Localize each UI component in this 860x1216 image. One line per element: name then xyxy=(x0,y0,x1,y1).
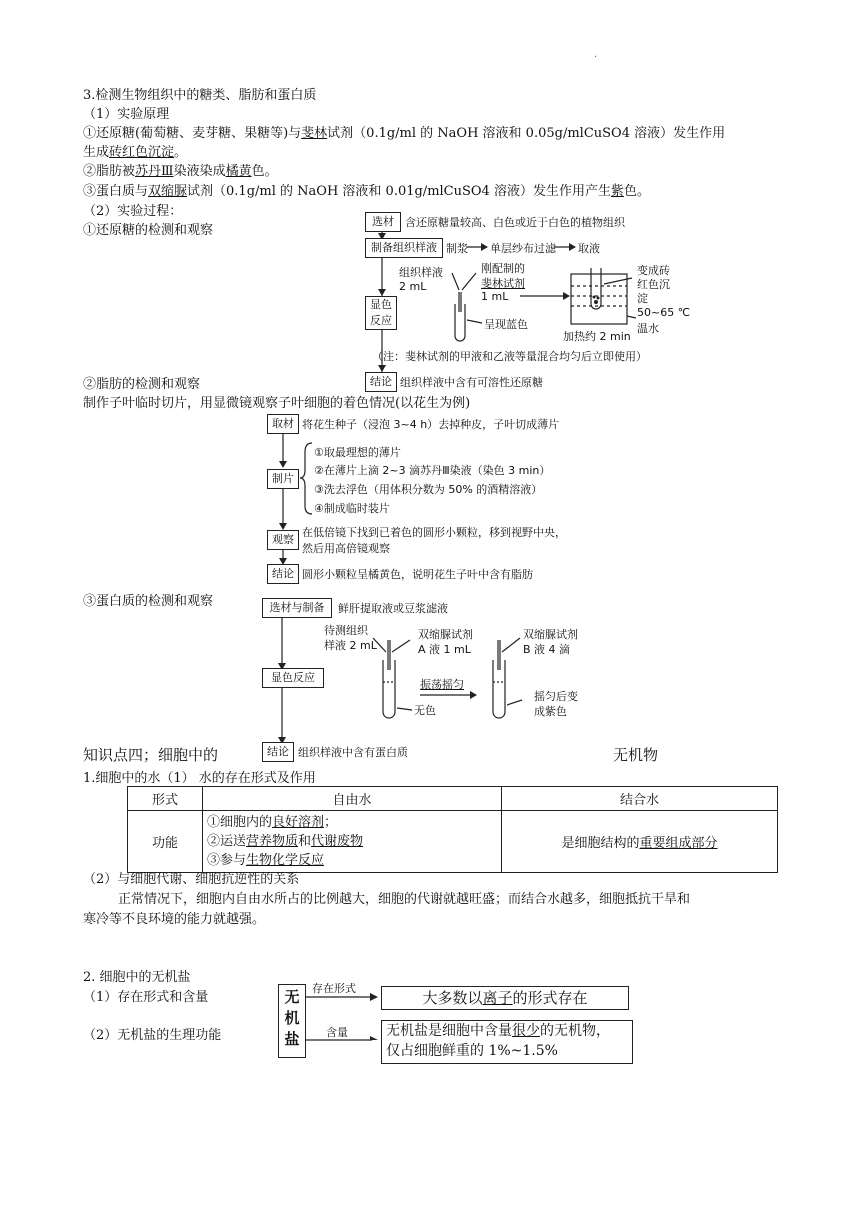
reagent-label-2: 斐林试剂 xyxy=(481,277,525,290)
underlined-term: 橘黄 xyxy=(225,164,252,179)
principle-label: （1）实验原理 xyxy=(83,107,170,122)
corner-mark: · xyxy=(594,52,598,63)
text: ③洗去浮色（用体积分数为 50% 的酒精溶液） xyxy=(314,483,543,496)
box-select: 选材 xyxy=(365,212,401,232)
underlined-term: 离子 xyxy=(482,989,513,1007)
relation-line-1: 正常情况下，细胞内自由水所占的比例越大，细胞的代谢就越旺盛；而结合水越多，细胞抵抗干旱和 xyxy=(118,892,691,907)
result-1: 变成砖 xyxy=(637,264,670,277)
sample-label-2: 2 mL xyxy=(399,280,427,293)
text: ②脂肪被 xyxy=(83,164,136,179)
box-line: 反应 xyxy=(370,314,392,327)
table-header: 结合水 xyxy=(502,787,778,811)
colorless-label: 无色 xyxy=(414,704,436,717)
section-title: 3.检测生物组织中的糖类、脂肪和蛋白质 xyxy=(83,88,317,103)
box-line: 显色 xyxy=(370,298,392,311)
prepare-step2: 单层纱布过滤 xyxy=(490,242,556,255)
text: 色。 xyxy=(623,184,650,199)
content-label: 含量 xyxy=(326,1026,348,1039)
reagent-a-1: 双缩脲试剂 xyxy=(418,628,473,641)
table-header: 形式 xyxy=(128,787,203,811)
step-4: ④制成临时装片 xyxy=(314,502,390,515)
fat-desc: 制作子叶临时切片，用显微镜观察子叶细胞的着色情况(以花生为例) xyxy=(83,396,471,411)
underlined-term: 营养物质 xyxy=(246,834,299,849)
text: 染液染成 xyxy=(173,164,226,179)
text: 是细胞结构的 xyxy=(561,836,640,851)
protein-label: ③蛋白质的检测和观察 xyxy=(83,594,214,609)
text: ③蛋白质与 xyxy=(83,184,149,199)
box-char: 盐 xyxy=(284,1030,300,1048)
underlined-term: 很少 xyxy=(512,1023,540,1039)
conclusion-text: 组织样液中含有可溶性还原糖 xyxy=(400,376,543,389)
box-take: 取材 xyxy=(267,414,299,434)
text: 生成 xyxy=(83,145,110,160)
box-conclusion: 结论 xyxy=(262,742,294,762)
underlined-term: 苏丹Ⅲ xyxy=(135,164,174,179)
underlined-term: 双缩脲 xyxy=(148,184,188,199)
text: ②运送 xyxy=(207,834,247,849)
reagent-b-2: B 液 4 滴 xyxy=(523,643,571,656)
table-cell: 功能 xyxy=(128,811,203,873)
purple-label-1: 摇匀后变 xyxy=(534,690,578,703)
conclusion-text: 圆形小颗粒呈橘黄色，说明花生子叶中含有脂肪 xyxy=(302,568,533,581)
prepare-step3: 取液 xyxy=(578,242,600,255)
text: 。 xyxy=(174,145,188,160)
text: ③参与 xyxy=(207,853,247,868)
box-prepare: 制备组织样液 xyxy=(365,238,443,258)
text: 的形式存在 xyxy=(512,989,588,1007)
underlined-term: 代谢废物 xyxy=(311,834,364,849)
water-label: 温水 xyxy=(637,322,659,335)
box-make: 制片 xyxy=(267,469,299,489)
step-2: ②在薄片上滴 2~3 滴苏丹Ⅲ染液（染色 3 min） xyxy=(314,464,551,477)
reagent-label-1: 刚配制的 xyxy=(481,262,525,275)
text: ①还原糖(葡萄糖、麦芽糖、果糖等)与 xyxy=(83,126,302,141)
temp-label: 50~65 ℃ xyxy=(637,306,691,319)
text: 大多数以 xyxy=(422,989,483,1007)
box-conclusion: 结论 xyxy=(267,564,299,584)
content-line xyxy=(386,1021,632,1041)
text: 试剂（0.1g/ml 的 NaOH 溶液和 0.05g/mlCuSO4 溶液）发生作用 xyxy=(327,126,726,141)
text: 的无机物， xyxy=(540,1023,610,1039)
observe-text-2: 然后用高倍镜观察 xyxy=(302,542,390,555)
salt-sub-1: （1）存在形式和含量 xyxy=(83,990,209,1005)
conclusion-text: 组织样液中含有蛋白质 xyxy=(298,746,408,759)
box-select: 选材与制备 xyxy=(262,598,332,618)
box-observe: 观察 xyxy=(267,530,299,550)
reagent-label-3: 1 mL xyxy=(481,290,509,303)
reagent-a-2: A 液 1 mL xyxy=(418,643,471,656)
text: 和 xyxy=(298,834,312,849)
underlined-term: 生物化学反应 xyxy=(246,853,325,868)
sample-label-1: 组织样液 xyxy=(399,266,443,279)
content-box xyxy=(381,1020,633,1064)
form-box xyxy=(381,986,629,1010)
box-color-reaction: 显色反应 xyxy=(262,668,324,688)
take-text: 将花生种子（浸泡 3~4 h）去掉种皮，子叶切成薄片 xyxy=(302,418,560,431)
note: （注：斐林试剂的甲液和乙液等量混合均匀后立即使用） xyxy=(372,350,647,363)
observe-text-1: 在低倍镜下找到已着色的圆形小颗粒，移到视野中央， xyxy=(302,526,566,539)
water-title: 1.细胞中的水（1） 水的存在形式及作用 xyxy=(83,771,316,786)
salt-sub-2: （2）无机盐的生理功能 xyxy=(83,1028,222,1043)
result-3: 淀 xyxy=(637,292,648,305)
sample-1: 待测组织 xyxy=(324,624,368,637)
form-label: 存在形式 xyxy=(312,982,356,995)
box-char: 无 xyxy=(284,988,300,1006)
salt-title: 2. 细胞中的无机盐 xyxy=(83,970,191,985)
underlined-term: 重要组成部分 xyxy=(639,836,718,851)
box-inorganic-salt xyxy=(278,984,306,1058)
text: 试剂（0.1g/ml 的 NaOH 溶液和 0.01g/mlCuSO4 溶液）发生作用产生 xyxy=(187,184,611,199)
underlined-term: 紫 xyxy=(610,184,624,199)
content-line: 仅占细胞鲜重的 1%~1.5% xyxy=(386,1043,558,1059)
step-1: ①取最理想的薄片 xyxy=(314,446,401,459)
sample-2: 样液 2 mL xyxy=(324,639,377,652)
table-header: 自由水 xyxy=(203,787,502,811)
underlined-term: 良好溶剂 xyxy=(272,815,325,830)
kp4-title-right: 无机物 xyxy=(613,746,659,764)
underlined-term: 砖红色沉淀 xyxy=(109,145,175,160)
sugar-label: ①还原糖的检测和观察 xyxy=(83,223,214,238)
shake-label: 振荡摇匀 xyxy=(420,678,464,691)
relation-title: （2）与细胞代谢、细胞抗逆性的关系 xyxy=(83,872,300,887)
box-conclusion: 结论 xyxy=(365,372,397,392)
heat-label: 加热约 2 min xyxy=(563,330,631,343)
result-2: 红色沉 xyxy=(637,278,670,291)
box-char: 机 xyxy=(284,1009,300,1027)
kp4-title-left: 知识点四；细胞中的 xyxy=(83,746,219,764)
text: ①细胞内的 xyxy=(207,815,273,830)
relation-line-2: 寒冷等不良环境的能力就越强。 xyxy=(83,912,266,927)
reagent-b-1: 双缩脲试剂 xyxy=(523,628,578,641)
prepare-text: 制浆 xyxy=(446,242,468,255)
text: 无机盐是细胞中含量 xyxy=(386,1023,512,1039)
select-text: 含还原糖量较高、白色或近于白色的植物组织 xyxy=(405,216,625,229)
blue-label: 呈现蓝色 xyxy=(484,318,528,331)
underlined-term: 斐林 xyxy=(301,126,328,141)
select-text: 鲜肝提取液或豆浆滤液 xyxy=(338,602,448,615)
text: 色。 xyxy=(251,164,278,179)
fat-label: ②脂肪的检测和观察 xyxy=(83,377,201,392)
purple-label-2: 成紫色 xyxy=(534,705,567,718)
process-label: （2）实验过程： xyxy=(83,204,183,219)
text: ； xyxy=(324,815,338,830)
